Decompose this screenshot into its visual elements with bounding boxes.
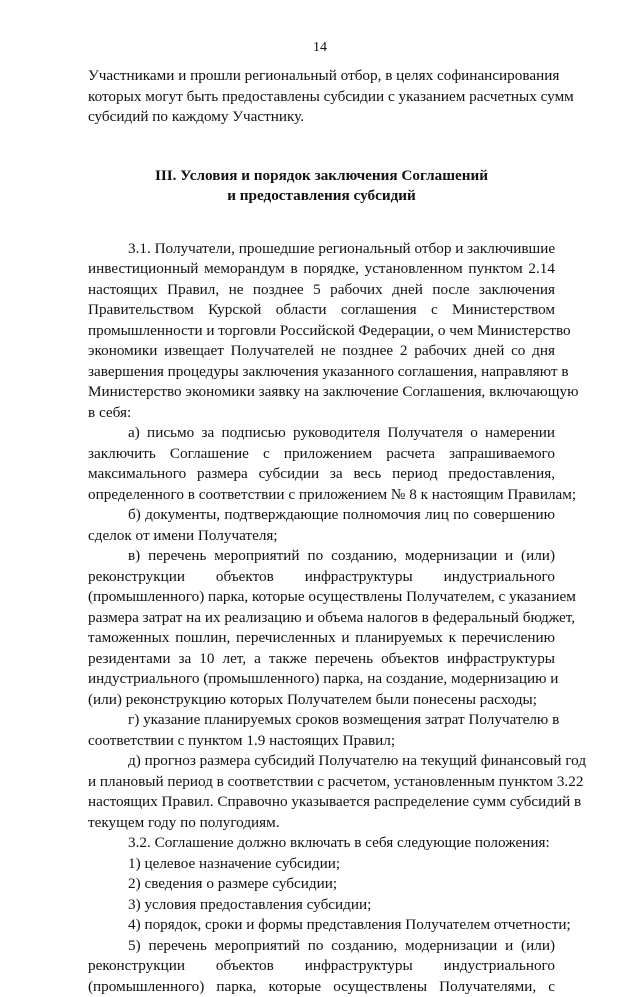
text-line: (промышленного) парка, которые осуществлены Получателями, с	[88, 977, 555, 997]
page-number: 14	[0, 40, 640, 56]
text-line: размера затрат на их реализацию и объема налогов в федеральный бюджет,	[88, 608, 555, 629]
intro-paragraph	[88, 66, 555, 128]
text-line: Участниками и прошли региональный отбор, в целях софинансирования	[88, 66, 555, 87]
text-line: 3.2. Соглашение должно включать в себя следующие положения:	[88, 833, 555, 854]
paragraph-3-1	[88, 239, 555, 424]
text-line: сделок от имени Получателя;	[88, 526, 555, 547]
text-line: инвестиционный меморандум в порядке, установленном пунктом 2.14	[88, 259, 555, 280]
text-line: текущем году по полугодиям.	[88, 813, 555, 834]
item-b	[88, 505, 555, 546]
text-line: промышленности и торговли Российской Федерации, о чем Министерство	[88, 321, 555, 342]
text-line: 5) перечень мероприятий по созданию, модернизации и (или)	[88, 936, 555, 957]
text-line: а) письмо за подписью руководителя Получателя о намерении	[88, 423, 555, 444]
text-line: (или) реконструкцию которых Получателем были понесены расходы;	[88, 690, 555, 711]
text-line: соответствии с пунктом 1.9 настоящих Правил;	[88, 731, 555, 752]
item-5	[88, 936, 555, 997]
text-line: в) перечень мероприятий по созданию, модернизации и (или)	[88, 546, 555, 567]
item-g	[88, 710, 555, 751]
text-line: которых могут быть предоставлены субсидии с указанием расчетных сумм	[88, 87, 555, 108]
text-line: Министерство экономики заявку на заключение Соглашения, включающую	[88, 382, 555, 403]
paragraph-3-2	[88, 833, 555, 854]
document-body	[88, 66, 555, 997]
heading-line: и предоставления субсидий	[88, 186, 555, 207]
text-line: реконструкции объектов инфраструктуры индустриального	[88, 956, 555, 977]
item-a	[88, 423, 555, 505]
text-line: Правительством Курской области соглашения с Министерством	[88, 300, 555, 321]
provisions-list	[88, 854, 555, 936]
text-line: настоящих Правил. Справочно указывается распределение сумм субсидий в	[88, 792, 555, 813]
list-item: 4) порядок, сроки и формы представления Получателем отчетности;	[88, 915, 555, 936]
text-line: индустриального (промышленного) парка, на создание, модернизацию и	[88, 669, 555, 690]
text-line: таможенных пошлин, перечисленных и планируемых к перечислению	[88, 628, 555, 649]
text-line: и плановый период в соответствии с расчетом, установленным пунктом 3.22	[88, 772, 555, 793]
text-line: 3.1. Получатели, прошедшие региональный отбор и заключившие	[88, 239, 555, 260]
list-item: 2) сведения о размере субсидии;	[88, 874, 555, 895]
item-d	[88, 751, 555, 833]
list-item: 1) целевое назначение субсидии;	[88, 854, 555, 875]
text-line: б) документы, подтверждающие полномочия лиц по совершению	[88, 505, 555, 526]
text-line: максимального размера субсидии за весь период предоставления,	[88, 464, 555, 485]
text-line: завершения процедуры заключения указанного соглашения, направляют в	[88, 362, 555, 383]
text-line: (промышленного) парка, которые осуществлены Получателем, с указанием	[88, 587, 555, 608]
heading-line: III. Условия и порядок заключения Соглашений	[88, 166, 555, 187]
section-heading	[88, 166, 555, 207]
text-line: д) прогноз размера субсидий Получателю на текущий финансовый год	[88, 751, 555, 772]
text-line: настоящих Правил, не позднее 5 рабочих дней после заключения	[88, 280, 555, 301]
text-line: субсидий по каждому Участнику.	[88, 107, 555, 128]
text-line: г) указание планируемых сроков возмещения затрат Получателю в	[88, 710, 555, 731]
text-line: экономики извещает Получателей не позднее 2 рабочих дней со дня	[88, 341, 555, 362]
text-line: реконструкции объектов инфраструктуры индустриального	[88, 567, 555, 588]
text-line: резидентами за 10 лет, а также перечень объектов инфраструктуры	[88, 649, 555, 670]
list-item: 3) условия предоставления субсидии;	[88, 895, 555, 916]
text-line: в себя:	[88, 403, 555, 424]
text-line: заключить Соглашение с приложением расчета запрашиваемого	[88, 444, 555, 465]
text-line: определенного в соответствии с приложением № 8 к настоящим Правилам;	[88, 485, 555, 506]
item-v	[88, 546, 555, 710]
